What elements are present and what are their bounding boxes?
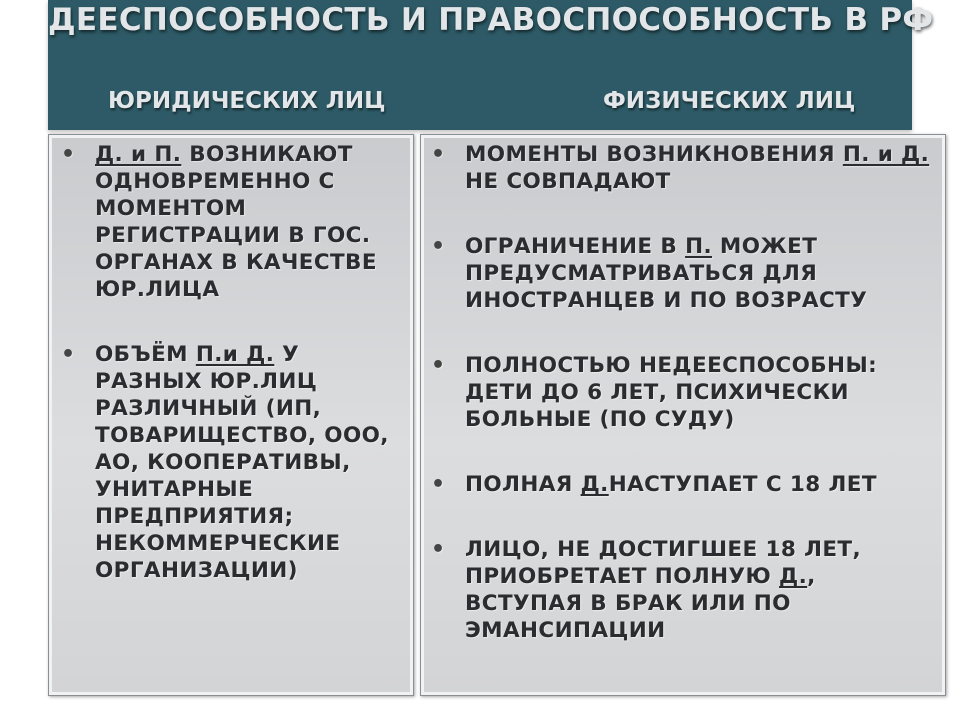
abbreviation: Д. xyxy=(580,472,609,497)
list-item xyxy=(431,471,935,498)
individuals-panel xyxy=(420,134,946,696)
bullet-icon: • xyxy=(431,353,446,378)
legal-entities-panel xyxy=(48,134,414,696)
bullet-icon: • xyxy=(431,472,446,497)
right-column-heading: ФИЗИЧЕСКИХ ЛИЦ xyxy=(603,88,856,114)
abbreviation: П. и Д. xyxy=(842,142,930,167)
list-item xyxy=(61,341,405,584)
item-text: , ВСТУПАЯ В БРАК ИЛИ ПО ЭМАНСИПАЦИИ xyxy=(465,564,816,643)
header-banner xyxy=(48,0,934,130)
bullet-icon: • xyxy=(61,142,76,167)
bullet-icon: • xyxy=(61,342,76,367)
list-item xyxy=(431,352,935,433)
abbreviation: П. xyxy=(685,234,713,259)
item-text: МОЖЕТ ПРЕДУСМАТРИВАТЬСЯ ДЛЯ ИНОСТРАНЦЕВ И ПО ВОЗРАСТУ xyxy=(465,234,868,313)
abbreviation: Д. xyxy=(779,564,808,589)
bullet-icon: • xyxy=(431,142,446,167)
item-text: НЕ СОВПАДАЮТ xyxy=(465,169,671,194)
list-item xyxy=(431,233,935,314)
item-text: ВОЗНИКАЮТ ОДНОВРЕМЕННО С МОМЕНТОМ РЕГИСТРАЦИИ В ГОС. ОРГАНАХ В КАЧЕСТВЕ ЮР.ЛИЦА xyxy=(95,142,377,302)
item-text: ПОЛНАЯ xyxy=(465,472,581,497)
legal-entities-list xyxy=(61,141,405,584)
item-text: ОГРАНИЧЕНИЕ В xyxy=(465,234,686,259)
item-text: ЛИЦО, НЕ ДОСТИГШЕЕ 18 ЛЕТ, ПРИОБРЕТАЕТ ПОЛНУЮ xyxy=(465,537,862,589)
bullet-icon: • xyxy=(431,234,446,259)
abbreviation: Д. и П. xyxy=(95,142,182,167)
item-text: ОБЪЁМ xyxy=(95,342,196,367)
bullet-icon: • xyxy=(431,537,446,562)
left-column-heading: ЮРИДИЧЕСКИХ ЛИЦ xyxy=(108,88,386,114)
item-text: У РАЗНЫХ ЮР.ЛИЦ РАЗЛИЧНЫЙ (ИП, ТОВАРИЩЕСТВО, ООО, АО, КООПЕРАТИВЫ, УНИТАРНЫЕ ПРЕДПРИЯТИЯ; НЕКОММЕРЧЕСКИЕ ОРГАНИЗАЦИИ) xyxy=(95,342,389,583)
page-title: ДЕЕСПОСОБНОСТЬ И ПРАВОСПОСОБНОСТЬ В РФ xyxy=(48,2,934,38)
individuals-list xyxy=(431,141,935,644)
item-text: НАСТУПАЕТ С 18 ЛЕТ xyxy=(608,472,877,497)
list-item xyxy=(431,536,935,644)
list-item xyxy=(61,141,405,303)
item-text: ПОЛНОСТЬЮ НЕДЕЕСПОСОБНЫ: ДЕТИ ДО 6 ЛЕТ, ПСИХИЧЕСКИ БОЛЬНЫЕ (ПО СУДУ) xyxy=(465,353,878,432)
list-item xyxy=(431,141,935,195)
abbreviation: П.и Д. xyxy=(195,342,275,367)
item-text: МОМЕНТЫ ВОЗНИКНОВЕНИЯ xyxy=(465,142,843,167)
